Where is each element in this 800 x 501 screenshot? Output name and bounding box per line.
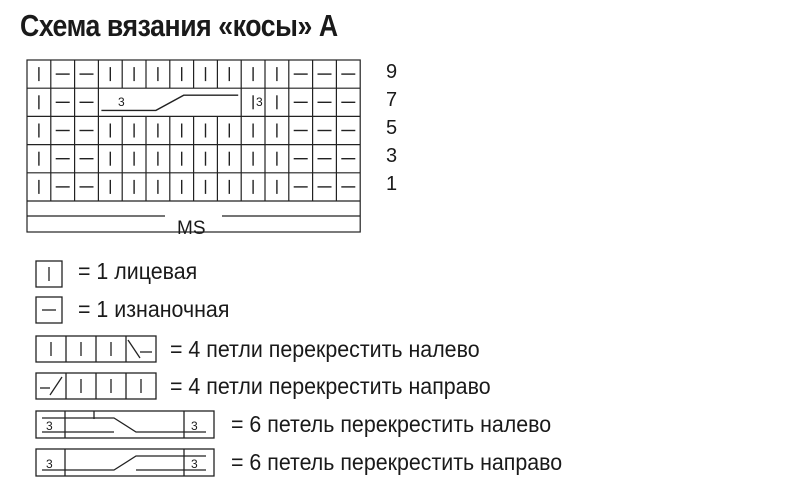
legend-6-left-count-b: 3 (191, 419, 198, 433)
repeat-label: MS (177, 218, 206, 239)
chart-title: Схема вязания «косы» А (20, 8, 338, 43)
cable-stroke (50, 377, 62, 395)
legend-cross-6-left-text: = 6 петель перекрестить налево (231, 411, 552, 437)
row-number-9: 9 (386, 61, 398, 83)
cable-count-left: 3 (118, 95, 125, 109)
legend-6-left-count-a: 3 (46, 419, 53, 433)
cable-stroke (128, 340, 140, 358)
cable-6-right-stroke (42, 456, 206, 470)
legend-cross-4-right-text: = 4 петли перекрестить направо (170, 373, 491, 399)
legend-6-right-count-b: 3 (191, 457, 198, 471)
legend-cross-4-left-text: = 4 петли перекрестить налево (170, 336, 480, 362)
legend-6-right-count-a: 3 (46, 457, 53, 471)
row-number-5: 5 (386, 117, 398, 139)
row-number-7: 7 (386, 89, 398, 111)
legend-purl-text: = 1 изнаночная (78, 296, 230, 322)
legend-cross-6-right-text: = 6 петель перекрестить направо (231, 449, 563, 475)
legend-knit-text: = 1 лицевая (78, 258, 198, 284)
row-number-3: 3 (386, 145, 398, 167)
row-number-1: 1 (386, 173, 398, 195)
cable-6-left-stroke (42, 418, 206, 432)
cable-count-right: 3 (256, 95, 263, 109)
